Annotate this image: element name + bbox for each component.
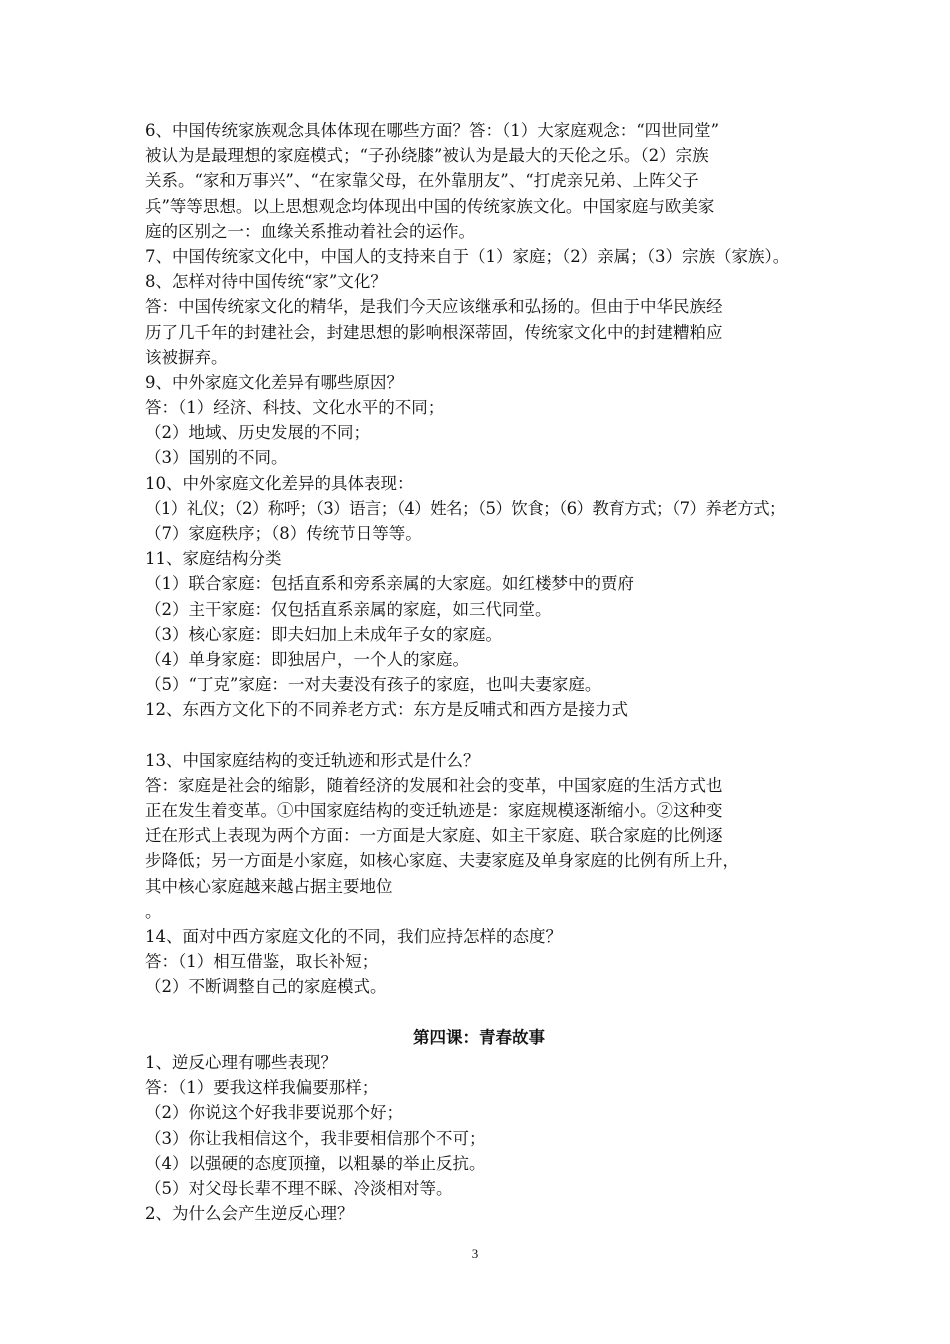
- text-line: （7）家庭秩序；（8）传统节日等等。: [145, 524, 422, 543]
- text-line: 被认为是最理想的家庭模式；“子孙绕膝”被认为是最大的天伦之乐。（2）宗族: [145, 146, 709, 166]
- text-line: （5）“丁克”家庭：一对夫妻没有孩子的家庭，也叫夫妻家庭。: [145, 675, 602, 695]
- blank-line: [145, 723, 813, 748]
- text-line: 答：家庭是社会的缩影，随着经济的发展和社会的变革，中国家庭的生活方式也: [145, 775, 723, 795]
- text-line: 兵”等等思想。以上思想观念均体现出中国的传统家族文化。中国家庭与欧美家: [145, 196, 715, 216]
- text-line: 14、面对中西方家庭文化的不同，我们应持怎样的态度？: [145, 927, 562, 946]
- text-line: （1）礼仪；（2）称呼；（3）语言；（4）姓名；（5）饮食；（6）教育方式；（7）养老方式；: [145, 498, 785, 518]
- text-line: （4）单身家庭：即独居户，一个人的家庭。: [145, 649, 469, 669]
- text-line: 8、怎样对待中国传统“家”文化？: [145, 272, 387, 292]
- text-line: 11、家庭结构分类: [145, 549, 282, 569]
- text-line: 其中核心家庭越来越占据主要地位: [145, 876, 393, 896]
- text-line: 答：（1）相互借鉴，取长补短；: [145, 952, 379, 972]
- text-line: （2）主干家庭：仅包括直系亲属的家庭，如三代同堂。: [145, 599, 552, 619]
- text-line: （3）国别的不同。: [145, 448, 288, 468]
- text-line: 2、为什么会产生逆反心理？: [145, 1204, 354, 1224]
- text-line: 答：中国传统家文化的精华，是我们今天应该继承和弘扬的。但由于中华民族经: [145, 297, 723, 317]
- text-line: 迁在形式上表现为两个方面：一方面是大家庭、如主干家庭、联合家庭的比例逐: [145, 826, 723, 846]
- document-body: [145, 118, 813, 1226]
- text-line: 1、逆反心理有哪些表现？: [145, 1052, 337, 1072]
- text-line: 关系。“家和万事兴”、“在家靠父母，在外靠朋友”、“打虎亲兄弟、上阵父子: [145, 171, 699, 191]
- text-line: 步降低；另一方面是小家庭，如核心家庭、夫妻家庭及单身家庭的比例有所上升，: [145, 851, 739, 871]
- text-line: 。: [145, 901, 162, 921]
- text-line: （1）联合家庭：包括直系和旁系亲属的大家庭。如红楼梦中的贾府: [145, 574, 634, 594]
- text-line: （5）对父母长辈不理不睬、冷淡相对等。: [145, 1178, 453, 1198]
- text-line: 7、中国传统家文化中，中国人的支持来自于（1）家庭；（2）亲属；（3）宗族（家族）。: [145, 246, 790, 266]
- text-line: （4）以强硬的态度顶撞，以粗暴的举止反抗。: [145, 1153, 486, 1173]
- text-line: 12、东西方文化下的不同养老方式：东方是反哺式和西方是接力式: [145, 700, 628, 720]
- text-line: 6、中国传统家族观念具体体现在哪些方面？答：（1）大家庭观念：“四世同堂”: [145, 121, 720, 140]
- text-line: （3）核心家庭：即夫妇加上未成年子女的家庭。: [145, 624, 502, 644]
- text-line: 10、中外家庭文化差异的具体表现：: [145, 473, 414, 493]
- text-line: （3）你让我相信这个，我非要相信那个不可；: [145, 1128, 486, 1148]
- text-line: （2）不断调整自己的家庭模式。: [145, 977, 387, 997]
- text-line: 13、中国家庭结构的变迁轨迹和形式是什么？: [145, 750, 480, 770]
- blank-line: [145, 1000, 813, 1025]
- page-number: 3: [471, 1246, 479, 1261]
- text-line: （2）地域、历史发展的不同；: [145, 423, 370, 443]
- text-line: 该被摒弃。: [145, 347, 228, 367]
- section-heading: 第四课：青春故事: [413, 1027, 545, 1047]
- text-line: 庭的区别之一：血缘关系推动着社会的运作。: [145, 221, 475, 241]
- text-line: （2）你说这个好我非要说那个好；: [145, 1103, 403, 1123]
- text-line: 9、中外家庭文化差异有哪些原因？: [145, 372, 403, 392]
- text-line: 正在发生着变革。①中国家庭结构的变迁轨迹是：家庭规模逐渐缩小。②这种变: [145, 801, 723, 821]
- text-line: 答：（1）要我这样我偏要那样；: [145, 1078, 379, 1098]
- text-line: 答：（1）经济、科技、文化水平的不同；: [145, 398, 445, 418]
- text-line: 历了几千年的封建社会，封建思想的影响根深蒂固，传统家文化中的封建糟粕应: [145, 322, 723, 342]
